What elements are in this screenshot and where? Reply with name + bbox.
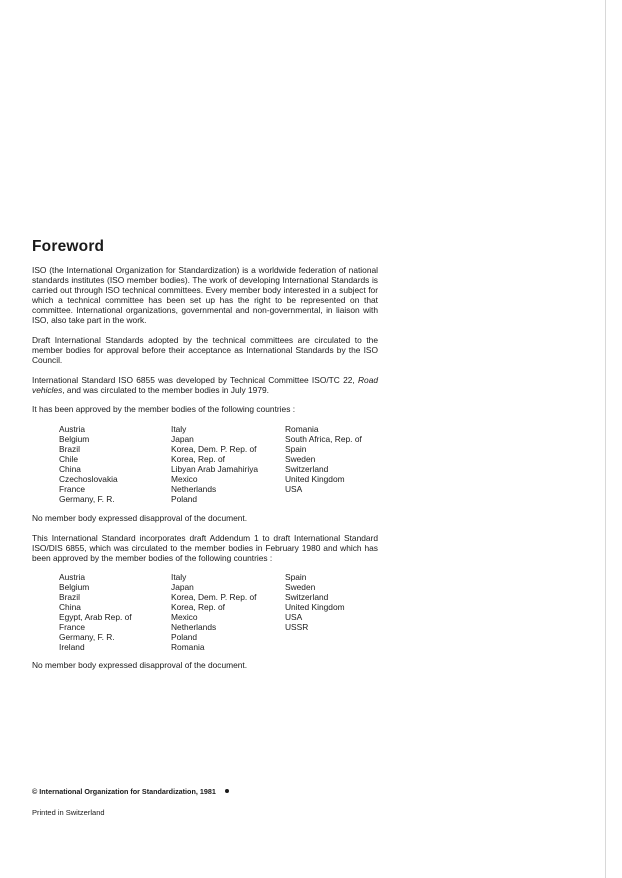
page-edge-line: [605, 0, 606, 878]
country-name: Austria: [59, 572, 86, 582]
country-column-1: [59, 424, 118, 504]
country-name: China: [59, 602, 81, 612]
country-name: Germany, F. R.: [59, 632, 115, 642]
country-name: Poland: [171, 494, 198, 504]
country-name: Korea, Dem. P. Rep. of: [171, 444, 257, 454]
page-title: Foreword: [32, 238, 105, 255]
paragraph-no-disapproval-1: No member body expressed disapproval of the document.: [32, 513, 248, 523]
country-name: Brazil: [59, 592, 80, 602]
country-name: Netherlands: [171, 622, 217, 632]
country-name: Sweden: [285, 454, 316, 464]
country-name: Austria: [59, 424, 86, 434]
paragraph-drafts: Draft International Standards adopted by the technical committees are circulated to the member bodies for approval before their acceptance as International Standards by the ISO Council.: [32, 335, 378, 365]
country-name: Italy: [171, 424, 187, 434]
copyright-text: © International Organization for Standardization, 1981: [32, 787, 216, 796]
country-name: Switzerland: [285, 592, 329, 602]
country-name: United Kingdom: [285, 602, 345, 612]
country-column-2: [171, 572, 257, 652]
country-name: Brazil: [59, 444, 80, 454]
country-name: Egypt, Arab Rep. of: [59, 612, 132, 622]
country-name: Korea, Dem. P. Rep. of: [171, 592, 257, 602]
paragraph-development: [32, 375, 378, 395]
development-prefix: International Standard ISO 6855 was developed by Technical Committee ISO/TC 22,: [32, 375, 355, 385]
printed-in-note: Printed in Switzerland: [32, 808, 105, 817]
bullet-icon: [225, 789, 229, 793]
country-name: South Africa, Rep. of: [285, 434, 362, 444]
country-name: Belgium: [59, 434, 90, 444]
country-name: Libyan Arab Jamahiriya: [171, 464, 259, 474]
country-name: Germany, F. R.: [59, 494, 115, 504]
development-suffix: , and was circulated to the member bodies in July 1979.: [62, 385, 269, 395]
country-name: China: [59, 464, 81, 474]
country-name: France: [59, 484, 86, 494]
country-name: USA: [285, 484, 303, 494]
country-name: Spain: [285, 572, 307, 582]
country-name: Sweden: [285, 582, 316, 592]
paragraph-addendum: This International Standard incorporates draft Addendum 1 to draft International Standard ISO/DIS 6855, which was circulated to the member bodies in February 1980 and which has been approved by the member bodies of the following countries :: [32, 533, 378, 563]
country-name: Italy: [171, 572, 187, 582]
country-name: USA: [285, 612, 303, 622]
paragraph-intro: ISO (the International Organization for Standardization) is a worldwide federation of national standards institutes (ISO member bodies). The work of developing International Standards is carried out through ISO technical committees. Every member body interested in a subject for which a technical committee has been set up has the right to be represented on that committee. International organizations, governmental and non-governmental, in liaison with ISO, also take part in the work.: [32, 265, 378, 325]
country-name: Belgium: [59, 582, 90, 592]
country-name: Switzerland: [285, 464, 329, 474]
country-name: Ireland: [59, 642, 85, 652]
paragraph-no-disapproval-2: No member body expressed disapproval of the document.: [32, 660, 248, 670]
development-committee-name: Road vehicles: [32, 375, 379, 395]
country-name: Czechoslovakia: [59, 474, 118, 484]
country-name: United Kingdom: [285, 474, 345, 484]
country-name: Japan: [171, 582, 194, 592]
country-name: Korea, Rep. of: [171, 602, 226, 612]
country-name: Romania: [285, 424, 319, 434]
country-column-2: [171, 424, 258, 504]
country-column-1: [59, 572, 132, 652]
country-name: Netherlands: [171, 484, 217, 494]
country-column-3: [285, 424, 362, 494]
country-name: Spain: [285, 444, 307, 454]
country-name: Poland: [171, 632, 198, 642]
country-name: USSR: [285, 622, 309, 632]
country-name: France: [59, 622, 86, 632]
country-name: Mexico: [171, 612, 198, 622]
paragraph-approved-intro: It has been approved by the member bodies of the following countries :: [32, 404, 296, 414]
country-column-3: [285, 572, 345, 632]
country-name: Chile: [59, 454, 79, 464]
country-name: Romania: [171, 642, 205, 652]
copyright-line: [32, 787, 229, 797]
country-name: Korea, Rep. of: [171, 454, 226, 464]
country-name: Japan: [171, 434, 194, 444]
country-name: Mexico: [171, 474, 198, 484]
